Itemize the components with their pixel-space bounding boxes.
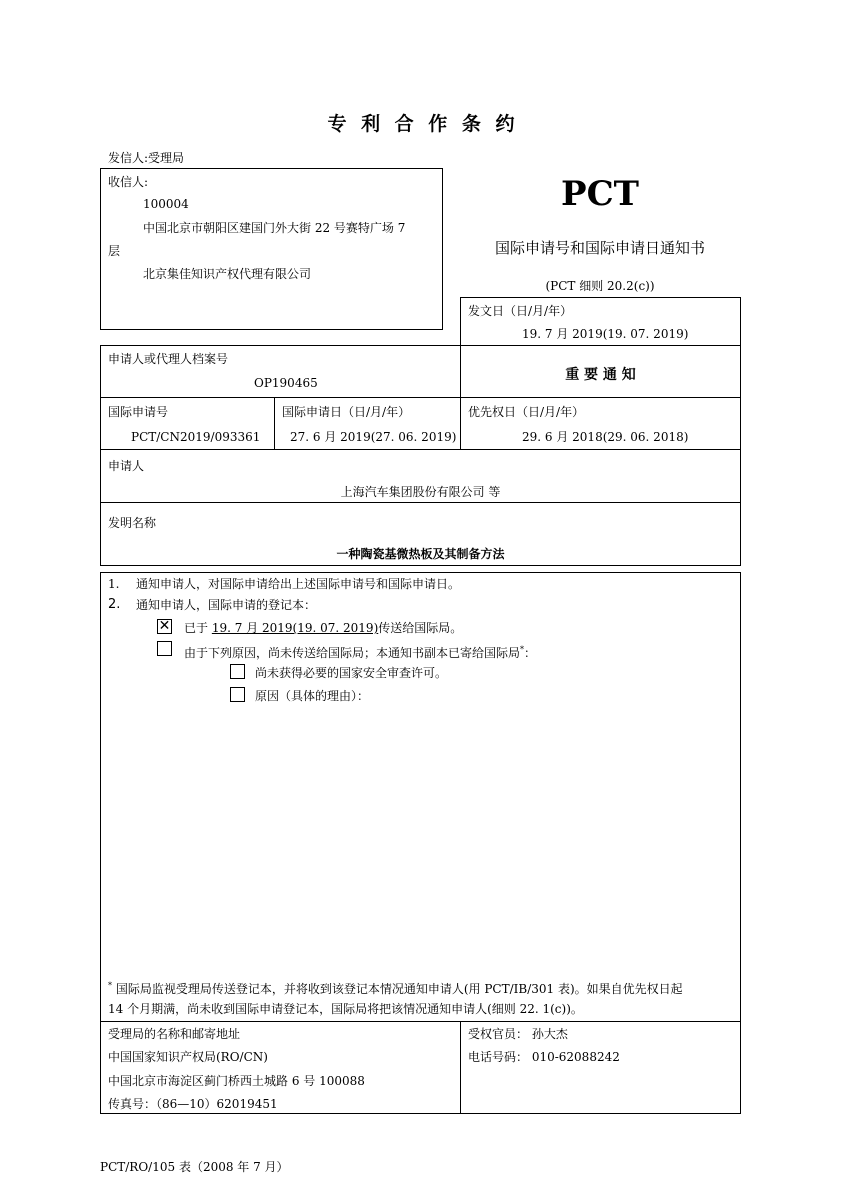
notice-item2-number: 2. (108, 597, 121, 612)
footnote-text1: 国际局监视受理局传送登记本，并将收到该登记本情况通知申请人(用 PCT/IB/301 表)。如果自优先权日起 (115, 982, 683, 996)
important-notice: 重 要 通 知 (565, 367, 636, 383)
file-ref-value: OP190465 (254, 376, 318, 390)
sent-option-text (184, 620, 462, 636)
rule-line (460, 297, 741, 298)
intl-app-no-label: 国际申请号 (108, 405, 169, 419)
other-reason-checkbox[interactable] (230, 687, 245, 702)
notice-item1-text: 通知申请人，对国际申请给出上述国际申请号和国际申请日。 (136, 577, 461, 591)
intl-filing-date-label: 国际申请日（日/月/年） (282, 405, 411, 419)
notice-item1-number: 1. (108, 577, 120, 591)
applicant-value: 上海汽车集团股份有限公司 等 (340, 485, 501, 499)
invention-value: 一种陶瓷基微热板及其制备方法 (336, 547, 505, 561)
security-reason-text: 尚未获得必要的国家安全审查许可。 (255, 666, 448, 680)
not-sent-checkbox[interactable] (157, 641, 172, 656)
officer-label: 受权官员： 孙大杰 (468, 1027, 568, 1041)
recipient-address-line1: 中国北京市朝阳区建国门外大街 22 号赛特广场 7 (143, 221, 406, 235)
sent-checkbox[interactable] (157, 619, 172, 634)
invention-label: 发明名称 (108, 516, 157, 530)
recipient-postcode: 100004 (143, 197, 189, 211)
not-sent-colon: ： (524, 646, 537, 660)
footnote-mark: * (108, 981, 112, 990)
intl-filing-date-value: 27. 6 月 2019(27. 06. 2019) (290, 430, 457, 444)
mailing-date-value: 19. 7 月 2019(19. 07. 2019) (522, 327, 689, 341)
sent-prefix: 已于 (184, 621, 209, 635)
footnote-line2: 14 个月期满，尚未收到国际申请登记本，国际局将把该情况通知申请人(细则 22. 1(c))。 (108, 1002, 583, 1016)
form-footer: PCT/RO/105 表（2008 年 7 月） (100, 1160, 289, 1174)
rule-line (100, 345, 741, 346)
sent-date: 19. 7 月 2019(19. 07. 2019) (211, 621, 379, 635)
rule-line (274, 397, 275, 449)
rule-line (740, 297, 741, 566)
rule-line (100, 449, 741, 450)
rule-line (100, 502, 741, 503)
rule-line (100, 397, 741, 398)
not-sent-footnote-mark: * (520, 645, 525, 654)
priority-date-value: 29. 6 月 2018(29. 06. 2018) (522, 430, 689, 444)
officer-phone: 电话号码： 010-62088242 (468, 1050, 620, 1064)
office-name: 中国国家知识产权局(RO/CN) (108, 1050, 268, 1064)
mailing-date-label: 发文日（日/月/年） (468, 304, 573, 318)
rule-line (100, 565, 741, 566)
security-reason-checkbox[interactable] (230, 664, 245, 679)
intl-app-no-value: PCT/CN2019/093361 (131, 430, 261, 444)
notice-title: 国际申请号和国际申请日通知书 (494, 239, 705, 257)
office-address: 中国北京市海淀区蓟门桥西土城路 6 号 100088 (108, 1074, 365, 1088)
not-sent-text: 由于下列原因，尚未传送给国际局；本通知书副本已寄给国际局 (184, 646, 521, 660)
notice-item2-text: 通知申请人，国际申请的登记本： (136, 598, 317, 612)
rule-line (100, 345, 101, 566)
sent-suffix: 传送给国际局。 (378, 621, 463, 635)
footnote-line1 (108, 978, 683, 997)
office-fax: 传真号：（86—10）62019451 (108, 1097, 278, 1111)
file-ref-label: 申请人或代理人档案号 (108, 352, 229, 366)
office-label: 受理局的名称和邮寄地址 (108, 1027, 241, 1041)
notices-box (100, 572, 741, 1022)
recipient-label: 收信人: (108, 175, 149, 189)
priority-date-label: 优先权日（日/月/年） (468, 405, 585, 419)
other-reason-text: 原因（具体的理由）： (255, 689, 370, 703)
recipient-agency: 北京集佳知识产权代理有限公司 (143, 267, 312, 281)
rule-line (460, 397, 461, 449)
rule-reference: (PCT 细则 20.2(c)) (545, 279, 655, 293)
pct-logo-text: PCT (561, 174, 639, 214)
document-title: 专 利 合 作 条 约 (327, 113, 519, 135)
rule-line (460, 1021, 461, 1114)
applicant-label: 申请人 (108, 459, 145, 473)
recipient-address-line2: 层 (108, 244, 121, 258)
sender-label: 发信人:受理局 (108, 151, 185, 165)
not-sent-option-text (184, 642, 536, 661)
checked-x-icon: ✕ (158, 618, 171, 634)
